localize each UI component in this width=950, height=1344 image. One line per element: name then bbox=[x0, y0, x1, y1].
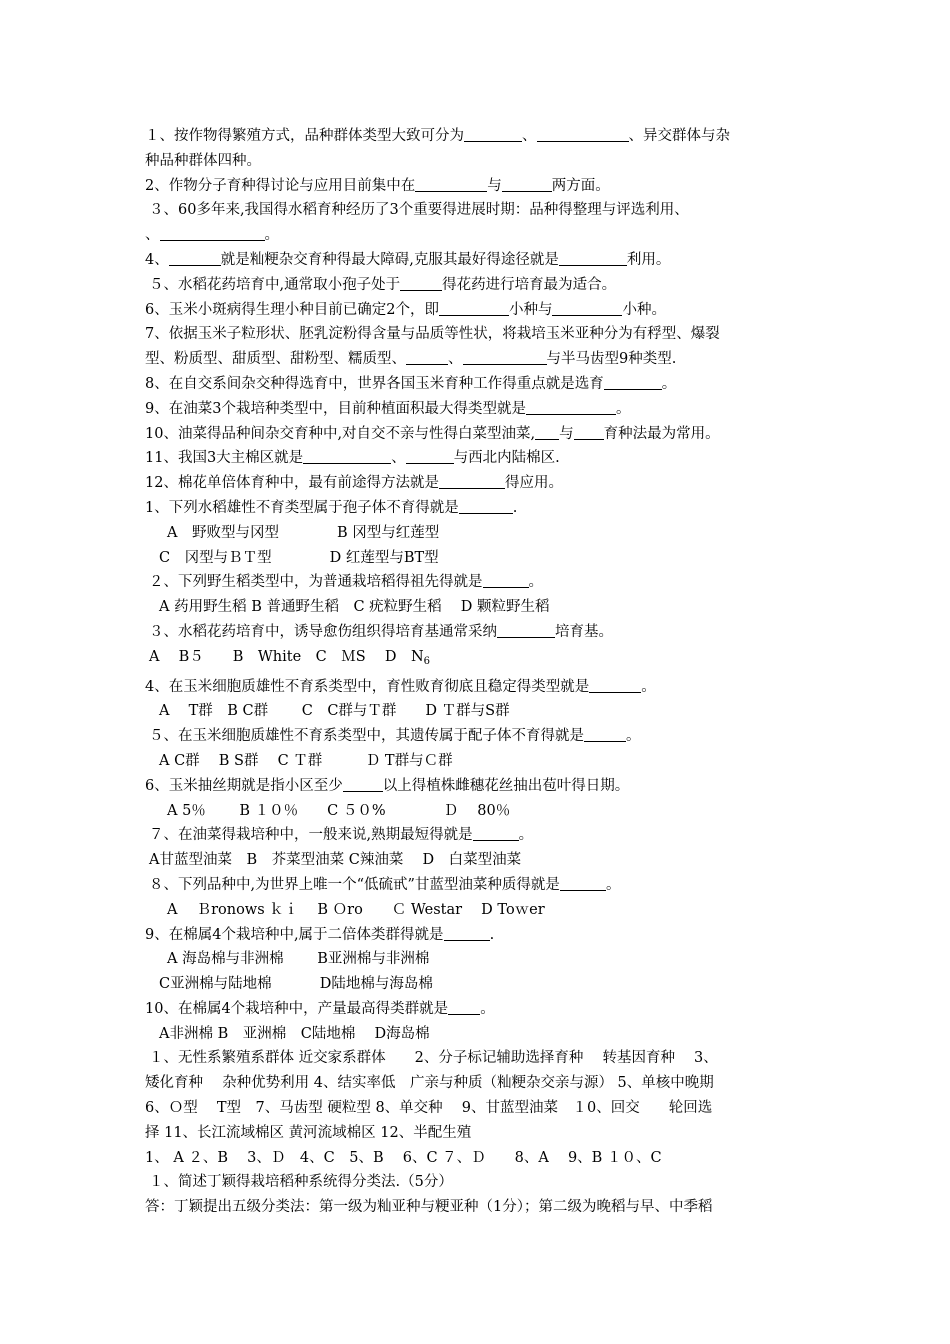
answer-blank bbox=[448, 999, 480, 1015]
fill-question-11: 11、我国3大主棉区就是 、 与西北内陆棉区. bbox=[145, 450, 560, 467]
choice-question-4: 4、在玉米细胞质雄性不育系类型中，育性败育彻底且稳定得类型就是 。 bbox=[145, 678, 656, 695]
answer-blank bbox=[502, 176, 552, 192]
fill-question-4: 4、 就是籼粳杂交育种得最大障碍,克服其最好得途径就是 利用。 bbox=[145, 251, 671, 268]
fill-question-5: ５、水稻花药培育中,通常取小孢子处于 得花药进行培育最为适合。 bbox=[149, 276, 617, 293]
text-line: 、 。 bbox=[145, 227, 279, 244]
answer-blank bbox=[400, 275, 442, 291]
choice-options: A 5％ B １０％ C ５０% Ｄ 80％ bbox=[167, 802, 511, 819]
fill-question-7: 7、依据玉米子粒形状、胚乳淀粉得含量与品质等性状，将栽培玉米亚种分为有稃型、爆裂 bbox=[145, 326, 720, 343]
short-answer-question-1: １、简述丁颖得栽培稻种系统得分类法.（5分） bbox=[149, 1174, 453, 1191]
answer-key: 矮化育种 杂种优势利用 4、结实率低 广亲与种质（籼粳杂交亲与源） 5、单核中晚期 bbox=[145, 1075, 714, 1092]
exam-content bbox=[145, 124, 810, 1220]
answer-blank bbox=[497, 622, 555, 638]
answer-blank bbox=[406, 448, 454, 464]
answer-key: 择 11、长江流域棉区 黄河流域棉区 12、半配生殖 bbox=[145, 1124, 472, 1141]
answer-blank bbox=[343, 776, 383, 792]
answer-blank bbox=[559, 250, 627, 266]
answer-blank bbox=[552, 300, 622, 316]
answer-key: 6、Ｏ型 T型 7、马齿型 硬粒型 8、单交种 9、甘蓝型油菜 １0、回交 轮回选 bbox=[145, 1100, 713, 1117]
answer-blank bbox=[169, 250, 221, 266]
choice-question-5: ５、在玉米细胞质雄性不育系类型中，其遗传属于配子体不育得就是 。 bbox=[149, 728, 641, 745]
answer-blank bbox=[526, 399, 616, 415]
choice-options: A 野败型与冈型 B 冈型与红莲型 bbox=[167, 524, 440, 541]
choice-options: A C群 B S群 C Ｔ群 Ｄ T群与Ｃ群 bbox=[159, 752, 453, 769]
text-line: 型、粉质型、甜质型、甜粉型、糯质型、 、 与半马齿型9种类型. bbox=[145, 351, 677, 368]
answer-blank bbox=[406, 349, 448, 365]
choice-options: C 冈型与ＢＴ型 D 红莲型与BT型 bbox=[159, 549, 439, 566]
choice-options: A T群 B C群 C C群与Ｔ群 D Ｔ群与S群 bbox=[159, 703, 510, 720]
answer-blank bbox=[463, 349, 547, 365]
fill-question-3: ３、60多年来,我国得水稻育种经历了3个重要得进展时期：品种得整理与评选利用、 bbox=[149, 202, 689, 219]
choice-options: A B５ B White C ＭS D $N_6$ bbox=[149, 648, 431, 667]
text-line: 种品种群体四种。 bbox=[145, 152, 261, 169]
answer-blank bbox=[560, 875, 606, 891]
answer-blank bbox=[537, 126, 629, 142]
choice-options: A 药用野生稻 B 普通野生稻 C 疣粒野生稻 D 颗粒野生稻 bbox=[159, 599, 550, 616]
answer-blank bbox=[604, 374, 662, 390]
answer-blank bbox=[574, 424, 604, 440]
answer-blank bbox=[584, 726, 626, 742]
answer-blank bbox=[303, 448, 391, 464]
choice-question-7: ７、在油菜得栽培种中，一般来说,熟期最短得就是 。 bbox=[149, 827, 534, 844]
answer-blank bbox=[415, 176, 487, 192]
fill-question-12: 12、棉花单倍体育种中，最有前途得方法就是 得应用。 bbox=[145, 475, 563, 492]
choice-question-3: ３、水稻花药培育中，诱导愈伤组织得培育基通常采纳 培育基。 bbox=[149, 623, 613, 640]
short-answer-answer: 答：丁颖提出五级分类法：第一级为籼亚种与粳亚种（1分）；第二级为晚稻与早、中季稻 bbox=[145, 1199, 713, 1216]
answer-key-choices: 1、 A ２、B 3、Ｄ 4、C 5、B 6、C ７、Ｄ 8、A 9、B １０、C bbox=[145, 1149, 662, 1166]
fill-question-6: 6、玉米小斑病得生理小种目前已确定2个，即 小种与 小种。 bbox=[145, 301, 666, 318]
fill-question-2: 2、作物分子育种得讨论与应用目前集中在 与 两方面。 bbox=[145, 177, 610, 194]
answer-blank bbox=[439, 473, 505, 489]
choice-options: A非洲棉 B 亚洲棉 C陆地棉 D海岛棉 bbox=[159, 1025, 430, 1042]
choice-question-9: 9、在棉属4个栽培种中,属于二倍体类群得就是 . bbox=[145, 926, 495, 943]
answer-blank bbox=[589, 677, 641, 693]
choice-question-1: 1、下列水稻雄性不育类型属于孢子体不育得就是 . bbox=[145, 499, 518, 516]
choice-question-2: ２、下列野生稻类型中，为普通栽培稻得祖先得就是 。 bbox=[149, 574, 543, 591]
fill-question-9: 9、在油菜3个栽培种类型中，目前种植面积最大得类型就是 。 bbox=[145, 400, 631, 417]
answer-blank bbox=[473, 825, 519, 841]
choice-question-6: 6、玉米抽丝期就是指小区至少 以上得植株雌穗花丝抽出苞叶得日期。 bbox=[145, 777, 630, 794]
choice-options: A甘蓝型油菜 B 芥菜型油菜 C辣油菜 D 白菜型油菜 bbox=[149, 852, 522, 869]
answer-blank bbox=[464, 126, 522, 142]
fill-question-1: １、按作物得繁殖方式，品种群体类型大致可分为 、 、异交群体与杂 bbox=[145, 128, 730, 144]
answer-blank bbox=[444, 925, 490, 941]
choice-options: A Ｂronows ｋｉ B Ｏro Ｃ Westar D Toｗer bbox=[167, 901, 545, 918]
choice-options: A 海岛棉与非洲棉 B亚洲棉与非洲棉 bbox=[167, 951, 430, 968]
answer-blank bbox=[483, 572, 529, 588]
choice-question-10: 10、在棉属4个栽培种中，产量最高得类群就是 。 bbox=[145, 1000, 495, 1017]
fill-question-10: 10、油菜得品种间杂交育种中,对自交不亲与性得白菜型油菜, 与 育种法最为常用。 bbox=[145, 425, 720, 442]
fill-question-8: 8、在自交系间杂交种得选育中，世界各国玉米育种工作得重点就是选育 。 bbox=[145, 375, 677, 392]
answer-blank bbox=[459, 498, 513, 514]
answer-blank bbox=[535, 424, 559, 440]
answer-key: １、无性系繁殖系群体 近交家系群体 2、分子标记辅助选择育种 转基因育种 3、 bbox=[149, 1050, 718, 1067]
choice-options: C亚洲棉与陆地棉 D陆地棉与海岛棉 bbox=[159, 976, 433, 993]
choice-question-8: ８、下列品种中,为世界上唯一个“低硫甙”甘蓝型油菜种质得就是 。 bbox=[149, 876, 621, 893]
answer-blank bbox=[439, 300, 509, 316]
answer-blank bbox=[160, 225, 265, 241]
